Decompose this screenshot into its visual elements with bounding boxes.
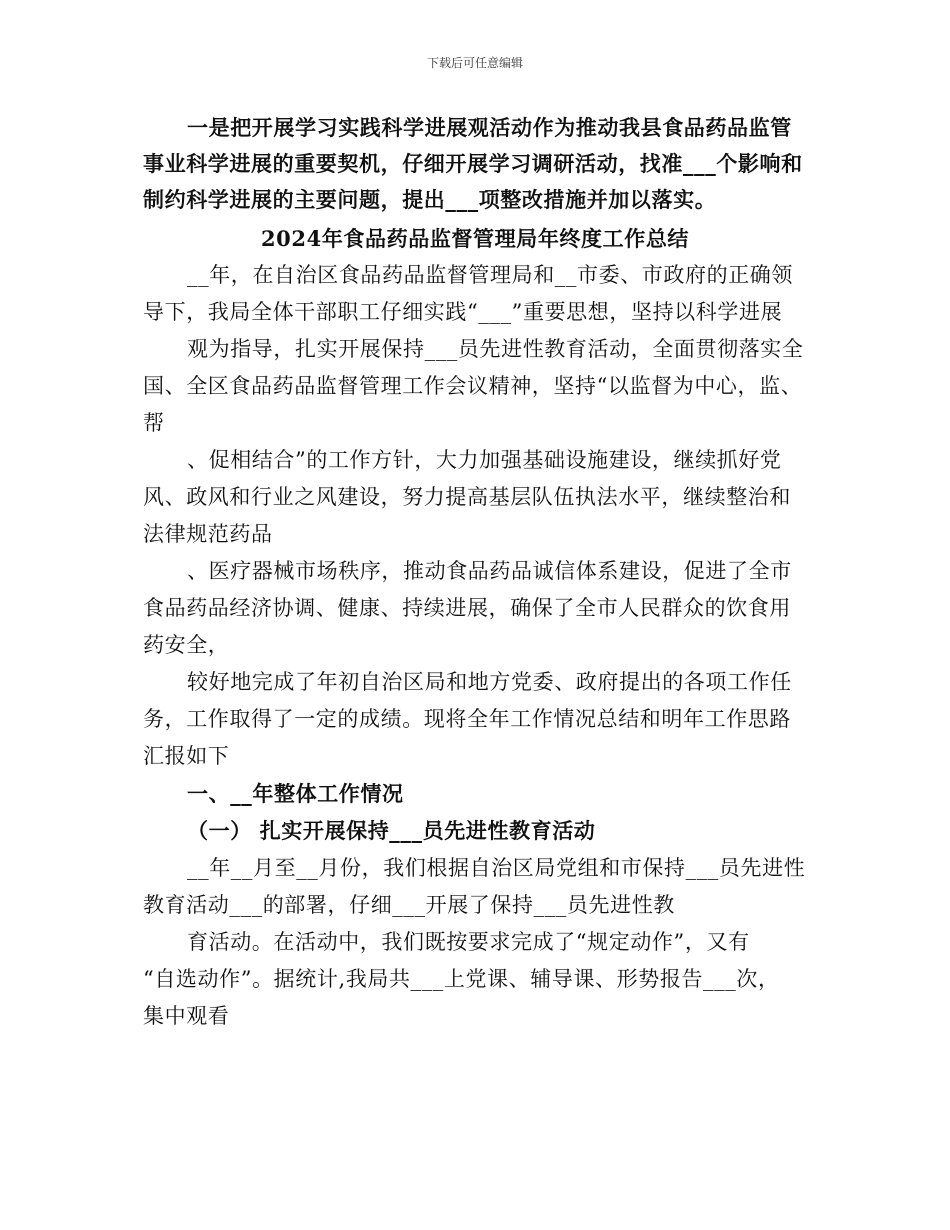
paragraph-line: 食品药品经济协调、健康、持续进展，确保了全市人民群众的饮食用 [143,596,791,620]
paragraph-line: 育活动。在活动中，我们既按要求完成了“规定动作”，又有 [187,930,750,954]
intro-line: 一是把开展学习实践科学进展观活动作为推动我县食品药品监管 [187,115,792,140]
document-title: 2024年食品药品监督管理局年终度工作总结 [260,226,690,251]
paragraph-line: 药安全， [143,633,230,657]
paragraph-line: “自选动作”。据统计,我局共___上党课、辅导课、形势报告___次， [143,967,780,991]
paragraph-line: 风、政风和行业之风建设，努力提高基层队伍执法水平，继续整治和 [143,485,791,509]
paragraph-line: 汇报如下 [143,744,230,768]
paragraph-line: 、医疗器械市场秩序，推动食品药品诚信体系建设，促进了全市 [187,559,792,583]
paragraph-line: 导下，我局全体干部职工仔细实践“___”重要思想，坚持以科学进展 [143,300,783,324]
paragraph-line: 国、全区食品药品监督管理工作会议精神，坚持“以监督为中心，监、 [143,374,803,398]
page-header: 下载后可任意编辑 [426,56,523,70]
paragraph-line: 法律规范药品 [143,522,273,546]
paragraph-line: 观为指导，扎实开展保持___员先进性教育活动，全面贯彻落实全 [187,337,804,361]
paragraph-line: 、促相结合”的工作方针，大力加强基础设施建设，继续抓好党 [187,448,782,472]
paragraph-line: 集中观看 [143,1004,230,1028]
section-heading: 一、__年整体工作情况 [187,781,404,806]
paragraph-line: __年__月至__月份，我们根据自治区局党组和市保持___员先进性 [187,856,806,880]
subsection-heading: （一） 扎实开展保持___员先进性教育活动 [187,818,596,843]
paragraph-line: 较好地完成了年初自治区局和地方党委、政府提出的各项工作任 [187,670,792,694]
paragraph-line: 务，工作取得了一定的成绩。现将全年工作情况总结和明年工作思路 [143,707,791,731]
paragraph-line: __年，在自治区食品药品监督管理局和__市委、市政府的正确领 [187,263,793,287]
paragraph-line: 教育活动___的部署，仔细___开展了保持___员先进性教 [143,893,675,917]
intro-line: 事业科学进展的重要契机，仔细开展学习调研活动，找准___个影响和 [143,151,803,176]
paragraph-line: 帮 [143,411,165,435]
intro-line: 制约科学进展的主要问题，提出___项整改措施并加以落实。 [143,187,717,212]
